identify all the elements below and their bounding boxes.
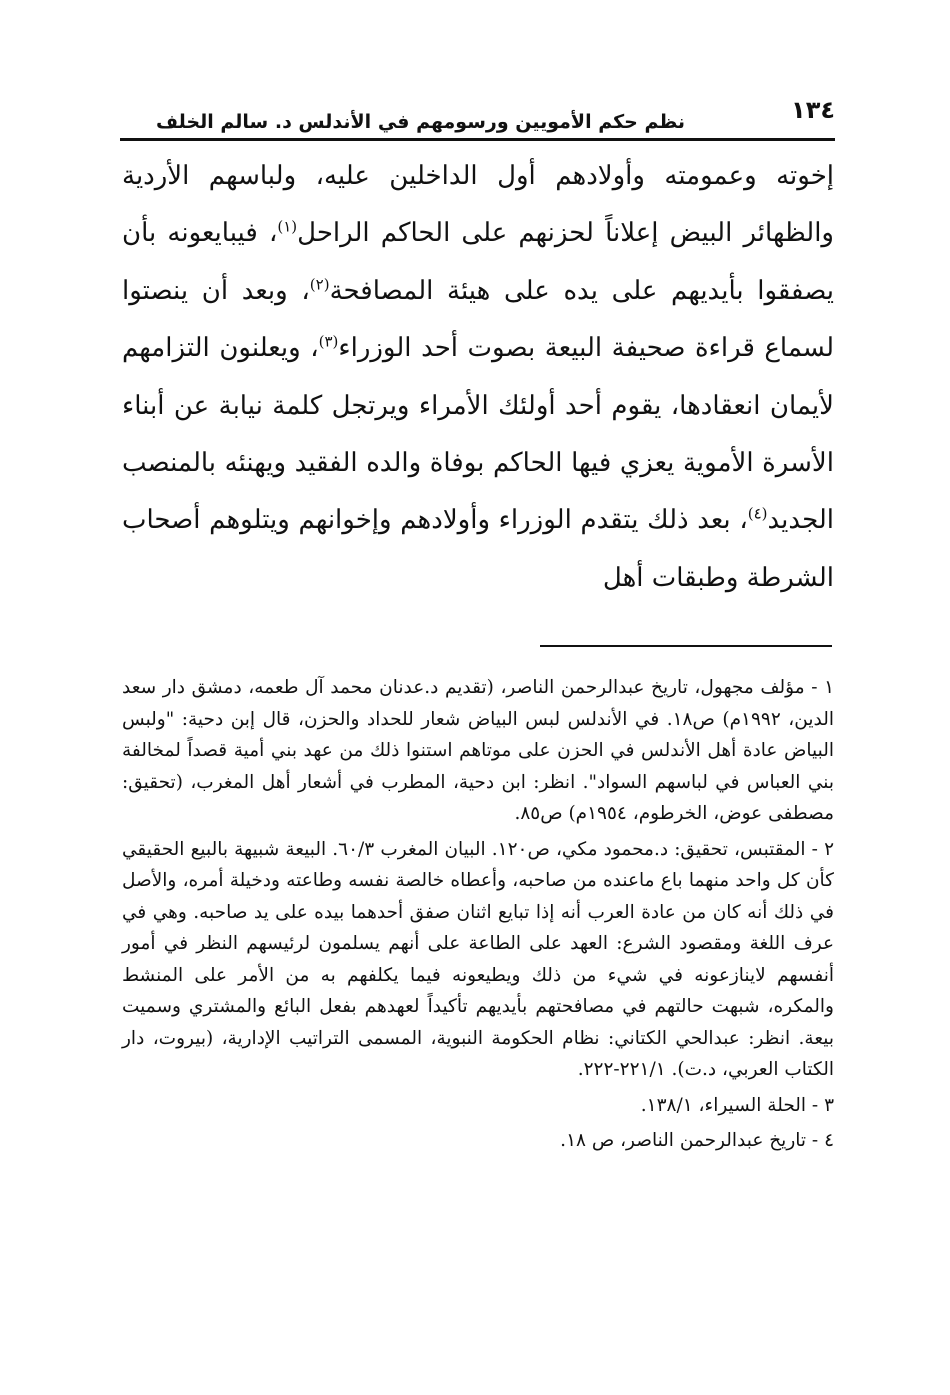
page-number: ١٣٤ bbox=[791, 96, 835, 124]
footnote-ref-3: (٣) bbox=[318, 332, 339, 351]
footnote-1: ١ - مؤلف مجهول، تاريخ عبدالرحمن الناصر، (تقديم د.عدنان محمد آل طعمه، دمشق دار سعد الدين، ١٩٩٢م) ص١٨. في الأندلس لبس البياض شعار للحداد والحزن، قال إبن دحية: "ولبس البياض عادة أهل الأندلس في الحزن على موتاهم استنوا ذلك من عهد بني أمية قصداً لمخالفة بني العباس في لباسهم السواد". انظر: ابن دحية، المطرب في أشعار أهل المغرب، (تحقيق: مصطفى عوض، الخرطوم، ١٩٥٤م) ص٨٥. bbox=[122, 677, 834, 824]
body-text-segment: ، بعد ذلك يتقدم الوزراء وأولادهم وإخوانهم ويتلوهم أصحاب الشرطة وطبقات أهل bbox=[122, 505, 834, 593]
footnote-3: ٣ - الحلة السيراء، ١٣٨/١. bbox=[640, 1094, 834, 1116]
footnote-2: ٢ - المقتبس، تحقيق: د.محمود مكي، ص١٢٠. البيان المغرب ٦٠/٣. البيعة شبيهة بالبيع الحقيقي كأن كل واحد منهما باع ماعنده من صاحبه، وأعطاه خالصة نفسه وطاعته ودخيلة أمره، والأصل في ذلك أنه كان من عادة العرب أنه إذا تبايع اثنان صفق أحدهما بيده على يد صاحبه. وهي في عرف اللغة ومقصود الشرع: العهد على الطاعة على أنهم يسلمون لرئيسهم النظر في أمور أنفسهم لاينازعونه في شيء من ذلك ويطيعونه فيما يكلفهم به من الأمر على المنشط والمكره، شبهت حالتهم في مصافحتهم بأيديهم تأكيداً لعهدهم بفعل البائع والمشتري وسميت بيعة. انظر: عبدالحي الكتاني: نظام الحكومة النبوية، المسمى التراتيب الإدارية، (بيروت، دار الكتاب العربي، د.ت). ٢٢١/١-٢٢٢. bbox=[122, 838, 835, 1080]
footnote-separator bbox=[540, 645, 832, 647]
page-header bbox=[120, 92, 835, 144]
footnote-ref-2: (٢) bbox=[309, 275, 330, 294]
footnote-4: ٤ - تاريخ عبدالرحمن الناصر، ص ١٨. bbox=[560, 1130, 834, 1151]
running-title: نظم حكم الأمويين ورسومهم في الأندلس د. سالم الخلف bbox=[156, 111, 685, 133]
body-text-segment: ، ويعلنون التزامهم لأيمان انعقادها، يقوم أحد أولئك الأمراء ويرتجل كلمة نيابة عن أبناء الأسرة الأموية يعزي فيها الحاكم بوفاة والده الفقيد ويهنئه بالمنصب الجديد bbox=[122, 333, 834, 536]
main-paragraph bbox=[122, 148, 834, 607]
footnotes-section bbox=[122, 672, 834, 1157]
header-rule bbox=[120, 138, 835, 141]
footnote-ref-1: (١) bbox=[277, 217, 298, 236]
footnote-ref-4: (٤) bbox=[747, 504, 768, 523]
body-text-segment: ، فيبايعونه بأن يصفقوا بأيديهم على يده على هيئة المصافحة bbox=[122, 218, 834, 306]
body-text-segment: ، وبعد أن ينصتوا لسماع قراءة صحيفة البيعة بصوت أحد الوزراء bbox=[122, 275, 835, 364]
body-text-segment: إخوته وعمومته وأولادهم أول الداخلين عليه، ولباسهم الأردية والظهائر البيض إعلاناً لحزنهم على الحاكم الراحل bbox=[122, 161, 834, 249]
